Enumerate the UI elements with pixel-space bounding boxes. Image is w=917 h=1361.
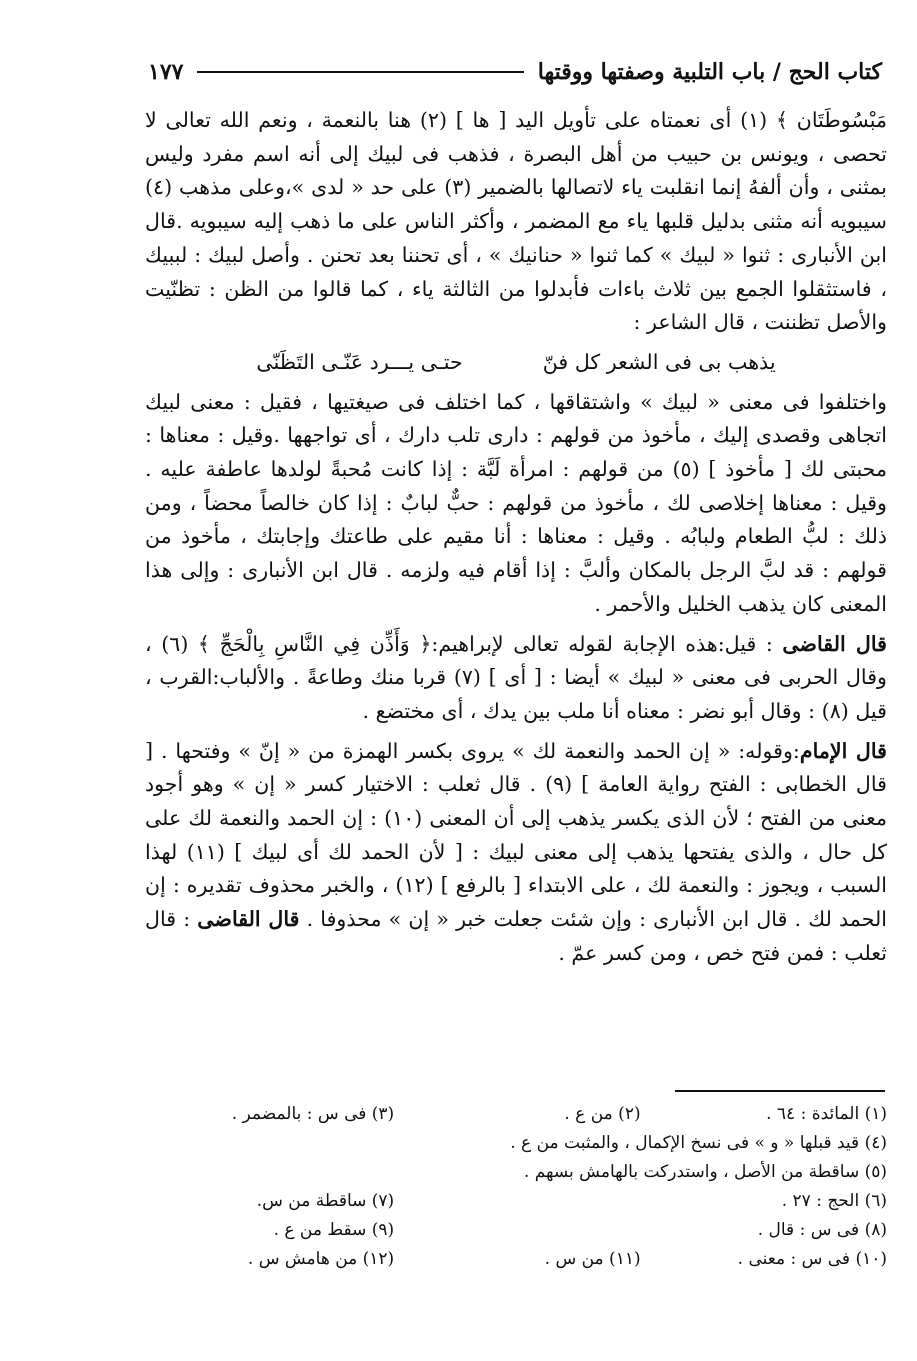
footnote-row — [147, 1158, 887, 1187]
text-line: [ قال الخطابى : الفتح رواية العامة ] (٩) . قال ثعلب : الاختيار كسر « إن » وهو أجود — [145, 738, 887, 797]
footnote-rule — [675, 1090, 885, 1092]
footnote: (٧) ساقطة من س. — [256, 1191, 395, 1211]
text-line: لهذا السبب ، ويجوز : والنعمة لك ، على الابتداء [ بالرفع ] (١٢) ، والخبر محذوف — [145, 839, 888, 898]
text-line: سيبويه أنه مثنى بدليل قلبها ياء مع المضمر ، وأكثر الناس على ما ذهب إليه سيبويه .قال — [145, 209, 887, 234]
text-line: ابن الأنبارى : وإلى هذا المعنى كان يذهب الخليل والأحمر . — [145, 558, 887, 616]
text-line: معناها : محبتى لك [ مأخوذ ] (٥) من قولهم : امرأة لَبَّة : إذا كانت مُحبةً لولدها عاطفة — [145, 423, 887, 482]
text-line: ابن الأنبارى : ثنوا « لبيك » كما ثنوا « حنانيك » ، أى تحننا بعد تحنن . وأصل لبيك : — [194, 242, 887, 267]
running-header — [148, 52, 882, 92]
text-line: مَبْسُوطَتَان ﴾ (١) أى نعمتاه على تأويل اليد [ ها ] (٢) هنا بالنعمة ، ونعم الله تعالى لا — [145, 108, 888, 132]
footnote: (٥) ساقطة من الأصل ، واستدركت بالهامش بسهم . — [523, 1162, 887, 1182]
main-text — [145, 104, 887, 977]
page-number: ١٧٧ — [148, 59, 184, 85]
text-line: معنى من الفتح ؛ لأن الذى يكسر يذهب إلى أن المعنى (١٠) : إن الحمد والنعمة لك على — [145, 806, 887, 831]
speaker-label: قال الإمام — [799, 738, 888, 763]
footnote: (٦) الحج : ٢٧ . — [781, 1191, 887, 1211]
footnote: (٢) من ع . — [564, 1104, 641, 1124]
text-line: بمثنى ، وأن ألفهُ إنما انقلبت ياء لاتصالها بالضمير (٣) على حد « لدى »،وعلى مذهب (٤) — [145, 175, 887, 200]
footnote: (١٠) فى س : معنى . — [737, 1249, 887, 1269]
text-line: تحصى ، ويونس بن حبيب من أهل البصرة ، فذهب فى لبيك إلى أنه اسم مفرد وليس — [145, 141, 887, 166]
paragraph-4 — [145, 735, 887, 971]
poetry-verse — [145, 346, 887, 380]
footnotes — [147, 1100, 887, 1274]
footnote: (٤) قيد قبلها « و » فى نسخ الإكمال ، والمثبت من ع . — [510, 1133, 887, 1153]
verse-first-hemistich: يذهب بى فى الشعر كل فنّ — [542, 349, 776, 374]
footnote — [394, 1216, 640, 1245]
footnote: (١٢) من هامش س . — [247, 1249, 395, 1269]
footnote: (٩) سقط من ع . — [273, 1220, 395, 1240]
speaker-label: قال القاضى — [197, 907, 300, 932]
footnote: (٣) فى س : بالمضمر . — [231, 1104, 395, 1124]
text-line: واختلفوا فى معنى « لبيك » واشتقاقها ، كما اختلف فى صيغتيها ، فقيل : معنى — [190, 389, 887, 414]
footnote — [394, 1187, 640, 1216]
text-line: قيل (٨) : وقال أبو نضر : معناه أنا ملب بين يدك ، أى مختضع . — [362, 698, 887, 723]
chapter-title: كتاب الحج / باب التلبية وصفتها ووقتها — [537, 59, 882, 85]
footnote: (١١) من س . — [544, 1249, 641, 1269]
footnote-row — [147, 1100, 887, 1129]
text-line: :وقوله: « إن الحمد والنعمة لك » يروى بكسر الهمزة من « إنّ » وفتحها . — [160, 738, 800, 763]
text-line: كل حال ، والذى يفتحها يذهب إلى معنى لبيك : [ لأن الحمد لك أى لبيك ] (١١) — [186, 839, 888, 864]
paragraph-1 — [145, 104, 887, 340]
footnote-row — [147, 1245, 887, 1274]
footnote: (١) المائدة : ٦٤ . — [766, 1104, 887, 1124]
footnote-row — [147, 1216, 887, 1245]
paragraph-2 — [145, 386, 887, 622]
text-line: وإجابتك ، مأخوذ من قولهم : قد لبَّ الرجل بالمكان وألبَّ : إذا أقام فيه ولزمه . قال — [145, 524, 887, 583]
verse-second-hemistich: حتـى يـــرد عَنّـى التَظَنّى — [256, 349, 463, 374]
text-line: تظنّيت والأصل تظننت ، قال الشاعر : — [145, 276, 887, 335]
speaker-label: قال القاضى — [782, 631, 887, 656]
text-line: وقال الحربى فى معنى « لبيك » أيضا : [ أى ] (٧) قربا منك وطاعةً . والألباب:القرب ، — [145, 665, 887, 690]
footnote-row — [147, 1187, 887, 1216]
text-line: تقديره : إن الحمد لك . قال ابن الأنبارى : وإن شئت جعلت خبر « إن » محذوفا . — [145, 873, 888, 932]
header-rule — [197, 71, 523, 73]
footnote: (٨) فى س : قال . — [757, 1220, 887, 1240]
text-line: : قال ثعلب : فمن فتح خص ، ومن كسر عمّ . — [145, 907, 887, 965]
text-line: محضاً ، ومن ذلك : لبُّ الطعام ولبابُه . وقيل : معناها : أنا مقيم على طاعتك — [145, 490, 888, 549]
footnote-row — [147, 1129, 887, 1158]
text-line: لبيك اتجاهى وقصدى إليك ، مأخوذ من قولهم : دارى تلب دارك ، أى تواجهها .وقيل : — [145, 389, 888, 448]
text-line: : قيل:هذه الإجابة لقوله تعالى لإبراهيم:﴿ وَأَذِّن فِي النَّاسِ بِالْحَجِّ ﴾ (٦) ، — [145, 631, 783, 656]
paragraph-3 — [145, 628, 887, 729]
text-line: لببيك ، فاستثقلوا الجمع بين ثلاث باءات فأبدلوا من الثالثة ياء ، كما قالوا من الظن : — [145, 242, 888, 301]
text-line: عليه . وقيل : معناها إخلاصى لك ، مأخوذ من قولهم : حبٌّ لبابٌ : إذا كان خالصاً — [145, 457, 887, 515]
